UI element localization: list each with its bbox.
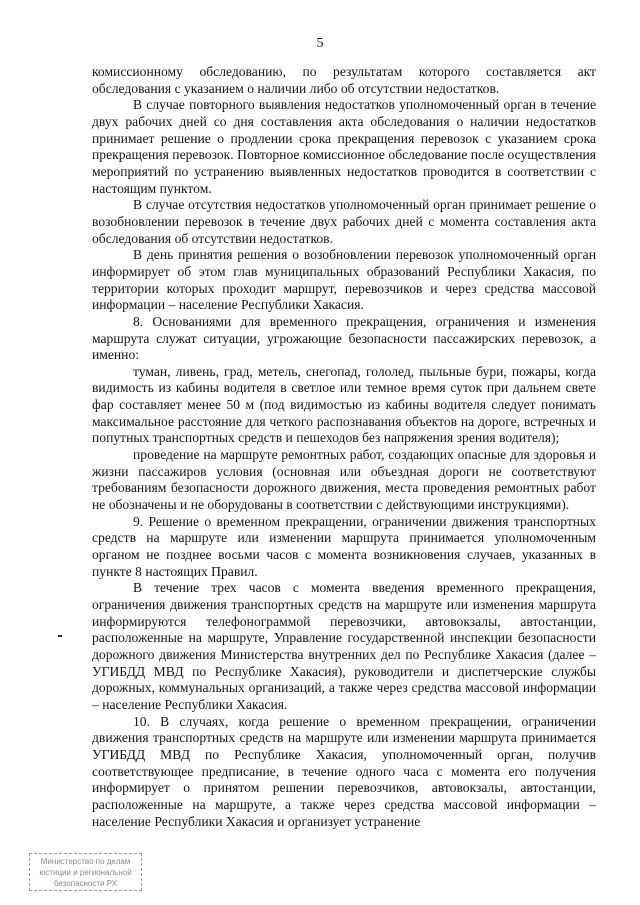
paragraph-item-10: 10. В случаях, когда решение о временном прекращении, ограничении движения транспортных средств на маршруте или изменении маршрута принимается УГИБДД МВД по Республике Хакасия, уполномоченный орган, получив соответствующее предписание, в течение одного часа с момента его получения информирует о принятом решении перевозчиков, автовокзалы, автостанции, расположенные на маршруте, а также через средства массовой информации – население Республики Хакасия и организует устранение	[92, 713, 596, 829]
paragraph-weather-conditions: туман, ливень, град, метель, снегопад, гололед, пыльные бури, пожары, когда видимость из кабины водителя в светлое или темное время суток при дальнем свете фар составляет менее 50 м (под видимостью из кабины водителя следует понимать максимальное расстояние для четкого распознавания объектов на дороге, встречных и попутных транспортных средств и пешеходов без напряжения зрения водителя);	[92, 363, 596, 446]
paragraph-notification: В течение трех часов с момента введения временного прекращения, ограничения движения транспортных средств на маршруте или изменения маршрута информируются телефонограммой перевозчики, автовокзалы, автостанции, расположенные на маршруте, Управление государственной инспекции безопасности дорожного движения Министерства внутренних дел по Республике Хакасия (далее – УГИБДД МВД по Республике Хакасия), руководители и диспетчерские службы дорожных, коммунальных организаций, а также через средства массовой информации – население Республики Хакасия.	[92, 580, 596, 712]
document-body	[92, 64, 596, 830]
paragraph-resumption-notice: В день принятия решения о возобновлении перевозок уполномоченный орган информирует об этом глав муниципальных образований Республики Хакасия, по территории которых проходит маршрут, перевозчиков и через средства массовой информации – население Республики Хакасия.	[92, 247, 596, 313]
paragraph-road-works: проведение на маршруте ремонтных работ, создающих опасные для здоровья и жизни пассажиров условия (основная или объездная дороги не соответствуют требованиям безопасности дорожного движения, места проведения ремонтных работ не обозначены и не оборудованы в соответствии с действующими инструкциями).	[92, 447, 596, 513]
margin-mark	[58, 635, 62, 637]
paragraph-no-deficiencies: В случае отсутствия недостатков уполномоченный орган принимает решение о возобновлении перевозок в течение двух рабочих дней с момента составления акта обследования об отсутствии недостатков.	[92, 197, 596, 246]
paragraph-repeat-deficiencies: В случае повторного выявления недостатков уполномоченный орган в течение двух рабочих дней со дня составления акта обследования о наличии недостатков принимает решение о продлении срока прекращения перевозок с указанием срока прекращения перевозок. Повторное комиссионное обследование после осуществления мероприятий по устранению выявленных недостатков проводится в соответствии с настоящим пунктом.	[92, 97, 596, 196]
paragraph-item-9: 9. Решение о временном прекращении, ограничении движения транспортных средств на маршруте или изменении маршрута принимается уполномоченным органом не позднее восьми часов с момента возникновения случаев, указанных в пункте 8 настоящих Правил.	[92, 513, 596, 579]
stamp-line-3: безопасности РХ	[53, 879, 118, 888]
page-number: 5	[316, 36, 324, 51]
stamp-line-2: юстиции и региональной	[39, 868, 132, 877]
registration-stamp	[29, 853, 142, 891]
paragraph-continuation: комиссионному обследованию, по результатам которого составляется акт обследования с указанием о наличии либо об отсутствии недостатков.	[92, 64, 596, 96]
paragraph-item-8: 8. Основаниями для временного прекращения, ограничения и изменения маршрута служат ситуации, угрожающие безопасности пассажирских перевозок, а именно:	[92, 313, 596, 363]
stamp-line-1: Министерство по делам	[40, 857, 131, 866]
